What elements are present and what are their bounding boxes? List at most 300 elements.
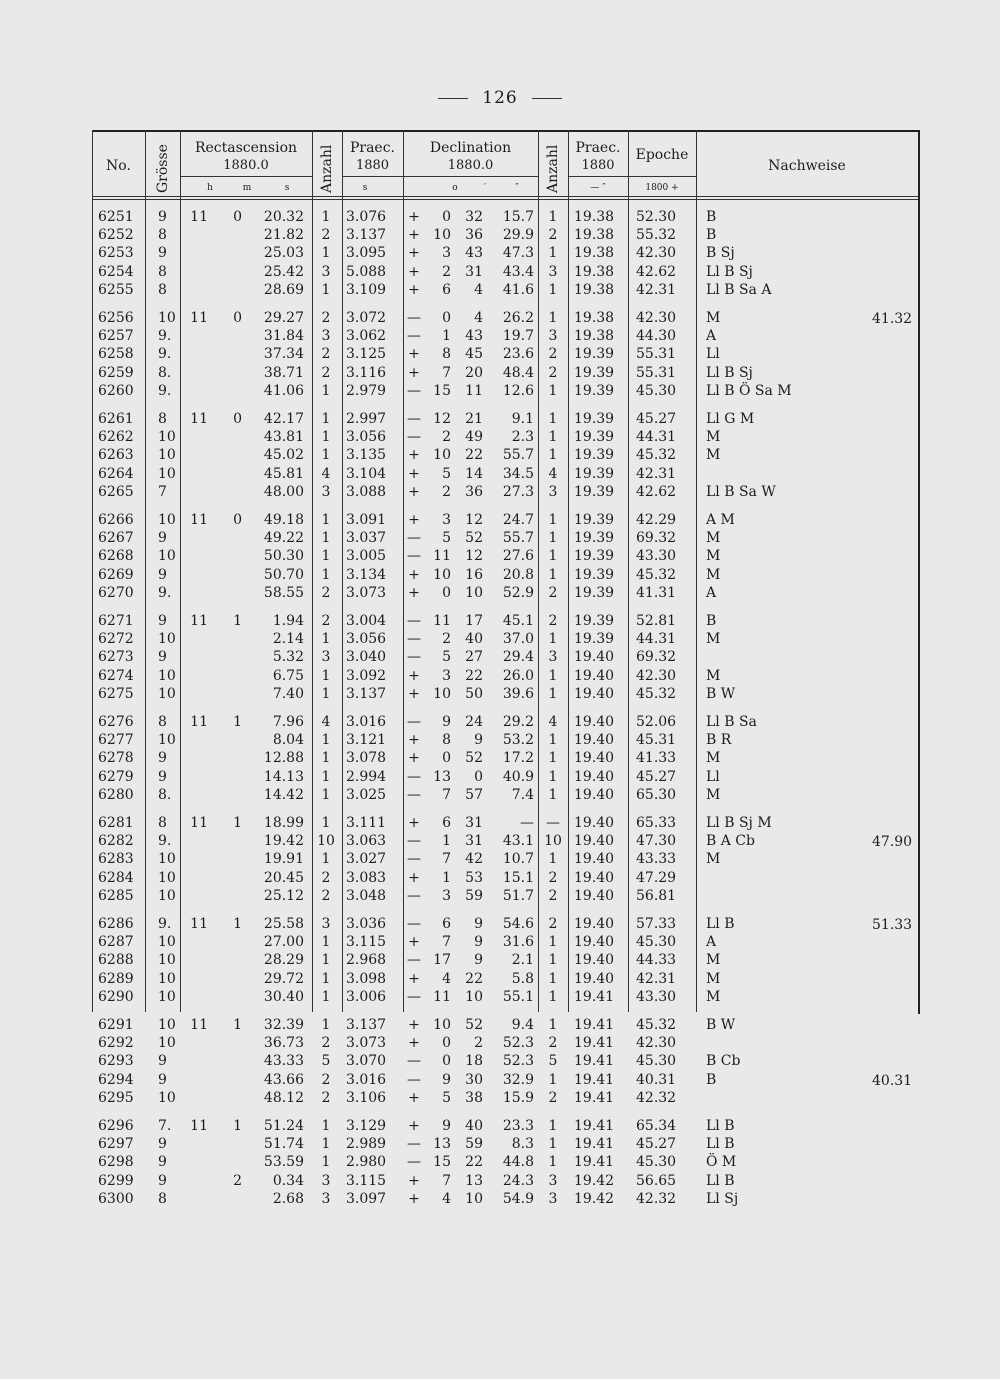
cell-h: 11 bbox=[190, 411, 208, 427]
cell-m bbox=[222, 749, 242, 767]
header-subrule bbox=[342, 176, 403, 177]
cell-dm: 43 bbox=[465, 328, 483, 345]
col-rule bbox=[145, 130, 146, 1012]
cell-n1: 1 bbox=[321, 667, 331, 684]
cell-ep: 41.33 bbox=[636, 750, 677, 767]
cell-praec2: 19.40 bbox=[574, 970, 615, 987]
cell-n2: 3 bbox=[548, 328, 558, 345]
cell-s: 6.75 bbox=[272, 667, 304, 684]
cell-dm: 21 bbox=[465, 411, 483, 427]
cell-m bbox=[222, 244, 242, 262]
cell-m bbox=[222, 1071, 242, 1089]
cell-ep: 44.31 bbox=[636, 429, 677, 446]
cell-d: 1 bbox=[442, 869, 451, 886]
cell-s: 48.12 bbox=[263, 1089, 304, 1106]
cell-n2: 2 bbox=[548, 364, 558, 381]
cell-d: 3 bbox=[442, 245, 451, 262]
cell-ep: 42.30 bbox=[636, 310, 677, 326]
cell-d: 8 bbox=[442, 346, 451, 363]
cell-ep: 43.33 bbox=[636, 851, 677, 868]
cell-dm: 4 bbox=[474, 310, 483, 326]
cell-m bbox=[222, 951, 242, 969]
cell-ds: 27.6 bbox=[502, 548, 534, 565]
cell-s: 30.40 bbox=[263, 988, 304, 1005]
cell-praec2: 19.39 bbox=[574, 411, 615, 427]
cell-gr: 9. bbox=[158, 346, 172, 363]
cell-n1: 1 bbox=[321, 815, 331, 831]
cell-d: 10 bbox=[433, 447, 451, 464]
cell-n1: 1 bbox=[321, 631, 331, 648]
cell-praec2: 19.40 bbox=[574, 869, 615, 886]
cell-s: 5.32 bbox=[272, 649, 304, 666]
cell-d: 0 bbox=[442, 750, 451, 767]
cell-sign: + bbox=[408, 1017, 420, 1033]
cell-m bbox=[222, 887, 242, 905]
cell-s: 31.84 bbox=[263, 328, 304, 345]
cell-ep: 42.32 bbox=[636, 1190, 677, 1207]
header-ra-epoch: 1880.0 bbox=[223, 158, 269, 173]
cell-gr: 10 bbox=[158, 465, 176, 482]
cell-gr: 9. bbox=[158, 382, 172, 399]
cell-n2: 2 bbox=[548, 887, 558, 904]
cell-praec2: 19.40 bbox=[574, 851, 615, 868]
cell-praec: 3.016 bbox=[346, 714, 387, 730]
cell-dm: 9 bbox=[474, 934, 483, 951]
cell-dm: 36 bbox=[465, 483, 483, 500]
cell-praec2: 19.38 bbox=[574, 310, 615, 326]
cell-m bbox=[222, 364, 242, 382]
cell-praec: 3.070 bbox=[346, 1053, 387, 1070]
cell-n1: 1 bbox=[321, 768, 331, 785]
cell-dm: 2 bbox=[474, 1035, 483, 1052]
cell-praec: 3.056 bbox=[346, 429, 387, 446]
cell-gr: 10 bbox=[158, 732, 176, 749]
cell-s: 19.42 bbox=[263, 833, 304, 850]
cell-m bbox=[222, 428, 242, 446]
cell-n2: 2 bbox=[548, 869, 558, 886]
header-praec-2: Praec. bbox=[575, 140, 621, 156]
cell-n2: 1 bbox=[548, 530, 558, 547]
cell-nach: M bbox=[706, 631, 721, 648]
cell-praec: 3.137 bbox=[346, 227, 387, 244]
unit-deg: o bbox=[452, 183, 458, 193]
cell-d: 7 bbox=[442, 934, 451, 951]
cell-n2: 1 bbox=[548, 750, 558, 767]
cell-sign: + bbox=[408, 750, 420, 767]
cell-nach: B Sj bbox=[706, 245, 735, 262]
cell-ds: 23.3 bbox=[502, 1118, 534, 1134]
cell-ep: 45.32 bbox=[636, 685, 677, 702]
cell-n1: 2 bbox=[321, 346, 331, 363]
cell-nach: Ll B Sj M bbox=[706, 815, 772, 831]
cell-ep: 57.33 bbox=[636, 916, 677, 932]
cell-praec2: 19.39 bbox=[574, 548, 615, 565]
cell-m bbox=[222, 483, 242, 501]
cell-nach: Ll B Sa A bbox=[706, 281, 772, 298]
cell-praec2: 19.39 bbox=[574, 465, 615, 482]
cell-m bbox=[222, 1052, 242, 1070]
cell-nach bbox=[706, 465, 846, 483]
cell-n2: 1 bbox=[548, 1017, 558, 1033]
cell-n1: 1 bbox=[321, 530, 331, 547]
cell-d: 9 bbox=[442, 1071, 451, 1088]
cell-gr: 10 bbox=[158, 851, 176, 868]
cell-h: 11 bbox=[190, 209, 208, 225]
cell-n1: 1 bbox=[321, 732, 331, 749]
cell-n1: 1 bbox=[321, 988, 331, 1005]
cell-h: 11 bbox=[190, 815, 208, 831]
cell-m bbox=[222, 850, 242, 868]
cell-s: 32.39 bbox=[263, 1017, 304, 1033]
cell-n2: 1 bbox=[548, 1118, 558, 1134]
cell-n2: 1 bbox=[548, 988, 558, 1005]
cell-ep: 42.30 bbox=[636, 1035, 677, 1052]
cell-n2: 1 bbox=[548, 245, 558, 262]
cell-sign: — bbox=[407, 382, 421, 399]
cell-n1: 1 bbox=[321, 281, 331, 298]
header-nachweise: Nachweise bbox=[768, 158, 846, 174]
cell-nach: M bbox=[706, 566, 721, 583]
cell-s: 28.29 bbox=[263, 952, 304, 969]
cell-praec: 3.134 bbox=[346, 566, 387, 583]
cell-nach: B W bbox=[706, 685, 736, 702]
cell-s: 2.14 bbox=[272, 631, 304, 648]
cell-gr: 9 bbox=[158, 566, 167, 583]
cell-d: 0 bbox=[442, 1053, 451, 1070]
cell-gr: 7 bbox=[158, 483, 167, 500]
cell-m: 1 bbox=[233, 815, 242, 831]
cell-ep: 43.30 bbox=[636, 988, 677, 1005]
cell-sign: — bbox=[407, 1071, 421, 1088]
cell-m bbox=[222, 465, 242, 483]
cell-praec2: 19.40 bbox=[574, 649, 615, 666]
cell-h bbox=[184, 364, 208, 382]
cell-s: 29.72 bbox=[263, 970, 304, 987]
cell-nach: Ll B bbox=[706, 1118, 735, 1134]
cell-n2: 3 bbox=[548, 1172, 558, 1189]
cell-praec: 2.989 bbox=[346, 1136, 387, 1153]
cell-gr: 9 bbox=[158, 750, 167, 767]
cell-praec: 2.994 bbox=[346, 768, 387, 785]
cell-praec: 3.083 bbox=[346, 869, 387, 886]
cell-nach: Ll B Ö Sa M bbox=[706, 382, 792, 399]
cell-praec2: 19.39 bbox=[574, 346, 615, 363]
cell-ep: 45.27 bbox=[636, 768, 677, 785]
cell-nach bbox=[706, 1089, 846, 1107]
cell-s: 48.00 bbox=[263, 483, 304, 500]
cell-d: 7 bbox=[442, 851, 451, 868]
cell-no: 6263 bbox=[98, 447, 134, 464]
cell-sign: + bbox=[408, 970, 420, 987]
cell-dm: 49 bbox=[465, 429, 483, 446]
cell-n1: 3 bbox=[321, 1190, 331, 1207]
cell-praec2: 19.38 bbox=[574, 209, 615, 225]
cell-h bbox=[184, 1190, 208, 1208]
cell-s: 25.12 bbox=[263, 887, 304, 904]
cell-nach: M bbox=[706, 548, 721, 565]
cell-nach: Ll B Sj bbox=[706, 263, 753, 280]
cell-sign: + bbox=[408, 227, 420, 244]
cell-n1: 1 bbox=[321, 245, 331, 262]
cell-sign: + bbox=[408, 447, 420, 464]
cell-praec: 3.005 bbox=[346, 548, 387, 565]
cell-m bbox=[222, 327, 242, 345]
cell-no: 6289 bbox=[98, 970, 134, 987]
header-bottom-rule bbox=[92, 196, 918, 197]
cell-s: 7.96 bbox=[272, 714, 304, 730]
cell-ep: 42.29 bbox=[636, 512, 677, 528]
cell-gr: 8. bbox=[158, 786, 172, 803]
cell-praec: 3.027 bbox=[346, 851, 387, 868]
cell-s: 25.58 bbox=[263, 916, 304, 932]
cell-gr: 10 bbox=[158, 1089, 176, 1106]
cell-praec2: 19.41 bbox=[574, 1089, 615, 1106]
cell-sign: — bbox=[407, 411, 421, 427]
cell-dm: 22 bbox=[465, 447, 483, 464]
cell-n2: 1 bbox=[548, 934, 558, 951]
cell-no: 6261 bbox=[98, 411, 134, 427]
cell-d: 3 bbox=[442, 512, 451, 528]
cell-praec2: 19.41 bbox=[574, 1017, 615, 1033]
cell-d: 2 bbox=[442, 429, 451, 446]
cell-ep: 65.34 bbox=[636, 1118, 677, 1134]
cell-praec: 3.040 bbox=[346, 649, 387, 666]
cell-m: 0 bbox=[233, 310, 242, 326]
cell-s: 12.88 bbox=[263, 750, 304, 767]
cell-sign: — bbox=[407, 613, 421, 629]
cell-praec2: 19.38 bbox=[574, 328, 615, 345]
cell-n2: 1 bbox=[548, 970, 558, 987]
cell-n2: 2 bbox=[548, 346, 558, 363]
cell-s: 43.33 bbox=[263, 1053, 304, 1070]
cell-ep: 65.33 bbox=[636, 815, 677, 831]
cell-dm: 22 bbox=[465, 1154, 483, 1171]
cell-m bbox=[222, 685, 242, 703]
cell-m: 2 bbox=[233, 1172, 242, 1189]
cell-gr: 9 bbox=[158, 1136, 167, 1153]
cell-sign: — bbox=[407, 887, 421, 904]
cell-m bbox=[222, 1153, 242, 1171]
unit-praec-2: — ″ bbox=[590, 183, 606, 193]
cell-gr: 9 bbox=[158, 768, 167, 785]
header-subrule bbox=[403, 176, 538, 177]
side-note: 41.32 bbox=[872, 311, 913, 327]
cell-ds: 10.7 bbox=[502, 851, 534, 868]
cell-m bbox=[222, 584, 242, 602]
cell-h: 11 bbox=[190, 1118, 208, 1134]
cell-gr: 9 bbox=[158, 649, 167, 666]
cell-n2: 4 bbox=[548, 465, 558, 482]
header-groesse: Grösse bbox=[155, 144, 171, 193]
cell-gr: 8 bbox=[158, 263, 167, 280]
unit-praec-1: s bbox=[362, 183, 368, 193]
cell-praec: 3.097 bbox=[346, 1190, 387, 1207]
cell-dm: 59 bbox=[465, 887, 483, 904]
cell-ds: 17.2 bbox=[502, 750, 534, 767]
cell-h: 11 bbox=[190, 310, 208, 326]
cell-d: 12 bbox=[433, 411, 451, 427]
cell-n1: 1 bbox=[321, 934, 331, 951]
cell-nach: M bbox=[706, 530, 721, 547]
cell-sign: — bbox=[407, 530, 421, 547]
cell-n2: 1 bbox=[548, 1136, 558, 1153]
cell-ep: 56.65 bbox=[636, 1172, 677, 1189]
cell-no: 6268 bbox=[98, 548, 134, 565]
cell-praec2: 19.41 bbox=[574, 1136, 615, 1153]
cell-praec2: 19.40 bbox=[574, 768, 615, 785]
cell-nach: Ll B bbox=[706, 1136, 735, 1153]
cell-sign: + bbox=[408, 209, 420, 225]
cell-n1: 1 bbox=[321, 429, 331, 446]
cell-praec: 3.115 bbox=[346, 934, 387, 951]
col-rule bbox=[403, 130, 404, 1012]
cell-praec: 3.095 bbox=[346, 245, 387, 262]
cell-gr: 10 bbox=[158, 1017, 176, 1033]
cell-ds: 45.1 bbox=[502, 613, 534, 629]
cell-nach: A bbox=[706, 584, 717, 601]
cell-praec: 3.115 bbox=[346, 1172, 387, 1189]
cell-ep: 41.31 bbox=[636, 584, 677, 601]
cell-s: 21.82 bbox=[263, 227, 304, 244]
cell-d: 11 bbox=[433, 988, 451, 1005]
cell-no: 6259 bbox=[98, 364, 134, 381]
cell-n2: 1 bbox=[548, 310, 558, 326]
header-ra: Rectascension bbox=[194, 140, 298, 156]
cell-h bbox=[184, 933, 208, 951]
cell-praec: 3.004 bbox=[346, 613, 387, 629]
cell-m bbox=[222, 667, 242, 685]
cell-n1: 4 bbox=[321, 465, 331, 482]
cell-n1: 2 bbox=[321, 887, 331, 904]
cell-m bbox=[222, 988, 242, 1006]
cell-no: 6275 bbox=[98, 685, 134, 702]
cell-dm: 30 bbox=[465, 1071, 483, 1088]
cell-gr: 8 bbox=[158, 815, 167, 831]
cell-s: 20.45 bbox=[263, 869, 304, 886]
cell-dm: 45 bbox=[465, 346, 483, 363]
cell-n1: 1 bbox=[321, 548, 331, 565]
cell-ds: 40.9 bbox=[502, 768, 534, 785]
cell-h: 11 bbox=[190, 1017, 208, 1033]
cell-praec: 3.135 bbox=[346, 447, 387, 464]
cell-n2: 3 bbox=[548, 483, 558, 500]
cell-sign: + bbox=[408, 1172, 420, 1189]
cell-m: 0 bbox=[233, 209, 242, 225]
cell-n1: 1 bbox=[321, 1118, 331, 1134]
cell-ds: 55.1 bbox=[502, 988, 534, 1005]
cell-d: 6 bbox=[442, 815, 451, 831]
cell-n1: 1 bbox=[321, 786, 331, 803]
col-rule bbox=[342, 130, 343, 1012]
cell-ds: 15.7 bbox=[502, 209, 534, 225]
cell-n1: 1 bbox=[321, 411, 331, 427]
cell-praec2: 19.40 bbox=[574, 667, 615, 684]
cell-dm: 10 bbox=[465, 584, 483, 601]
col-rule bbox=[538, 130, 539, 1012]
cell-nach: B Cb bbox=[706, 1053, 741, 1070]
cell-d: 10 bbox=[433, 1017, 451, 1033]
cell-n2: 4 bbox=[548, 714, 558, 730]
cell-dm: 50 bbox=[465, 685, 483, 702]
cell-n1: 3 bbox=[321, 916, 331, 932]
cell-ep: 55.32 bbox=[636, 227, 677, 244]
cell-h bbox=[184, 428, 208, 446]
cell-no: 6258 bbox=[98, 346, 134, 363]
cell-s: 0.34 bbox=[272, 1172, 304, 1189]
cell-gr: 9 bbox=[158, 209, 167, 225]
cell-praec: 2.980 bbox=[346, 1154, 387, 1171]
cell-m bbox=[222, 226, 242, 244]
col-rule bbox=[312, 130, 313, 1012]
cell-dm: 27 bbox=[465, 649, 483, 666]
cell-nach: M bbox=[706, 447, 721, 464]
cell-praec2: 19.39 bbox=[574, 566, 615, 583]
cell-d: 10 bbox=[433, 685, 451, 702]
cell-dm: 36 bbox=[465, 227, 483, 244]
cell-ep: 42.62 bbox=[636, 483, 677, 500]
cell-n2: 2 bbox=[548, 916, 558, 932]
cell-m bbox=[222, 263, 242, 281]
cell-h bbox=[184, 1135, 208, 1153]
cell-n1: 3 bbox=[321, 263, 331, 280]
cell-dm: 4 bbox=[474, 281, 483, 298]
cell-n1: 3 bbox=[321, 328, 331, 345]
cell-praec2: 19.39 bbox=[574, 447, 615, 464]
cell-n1: 2 bbox=[321, 364, 331, 381]
cell-ds: 52.3 bbox=[502, 1035, 534, 1052]
cell-ep: 42.31 bbox=[636, 465, 677, 482]
cell-ep: 42.30 bbox=[636, 245, 677, 262]
cell-gr: 9. bbox=[158, 916, 172, 932]
cell-d: 9 bbox=[442, 714, 451, 730]
unit-epoche: 1800 + bbox=[645, 183, 679, 193]
cell-n2: 1 bbox=[548, 667, 558, 684]
cell-gr: 10 bbox=[158, 934, 176, 951]
cell-m: 1 bbox=[233, 1118, 242, 1134]
cell-dm: 40 bbox=[465, 1118, 483, 1134]
cell-ep: 52.30 bbox=[636, 209, 677, 225]
cell-n1: 1 bbox=[321, 1154, 331, 1171]
cell-sign: + bbox=[408, 1190, 420, 1207]
cell-n2: 1 bbox=[548, 209, 558, 225]
cell-dm: 52 bbox=[465, 750, 483, 767]
cell-h bbox=[184, 584, 208, 602]
cell-n1: 3 bbox=[321, 649, 331, 666]
cell-h bbox=[184, 327, 208, 345]
cell-d: 17 bbox=[433, 952, 451, 969]
cell-n2: 1 bbox=[548, 952, 558, 969]
cell-ds: 19.7 bbox=[502, 328, 534, 345]
cell-no: 6274 bbox=[98, 667, 134, 684]
cell-m bbox=[222, 281, 242, 299]
cell-h bbox=[184, 1052, 208, 1070]
cell-praec2: 19.38 bbox=[574, 281, 615, 298]
cell-n2: 2 bbox=[548, 584, 558, 601]
cell-gr: 9 bbox=[158, 245, 167, 262]
cell-no: 6297 bbox=[98, 1136, 134, 1153]
cell-n1: 1 bbox=[321, 685, 331, 702]
cell-praec: 3.037 bbox=[346, 530, 387, 547]
cell-n2: — bbox=[546, 815, 560, 831]
cell-praec: 3.056 bbox=[346, 631, 387, 648]
cell-sign: + bbox=[408, 512, 420, 528]
col-rule bbox=[180, 130, 181, 1012]
cell-praec: 3.137 bbox=[346, 685, 387, 702]
cell-sign: — bbox=[407, 649, 421, 666]
cell-n2: 2 bbox=[548, 227, 558, 244]
cell-s: 1.94 bbox=[272, 613, 304, 629]
cell-h bbox=[184, 446, 208, 464]
